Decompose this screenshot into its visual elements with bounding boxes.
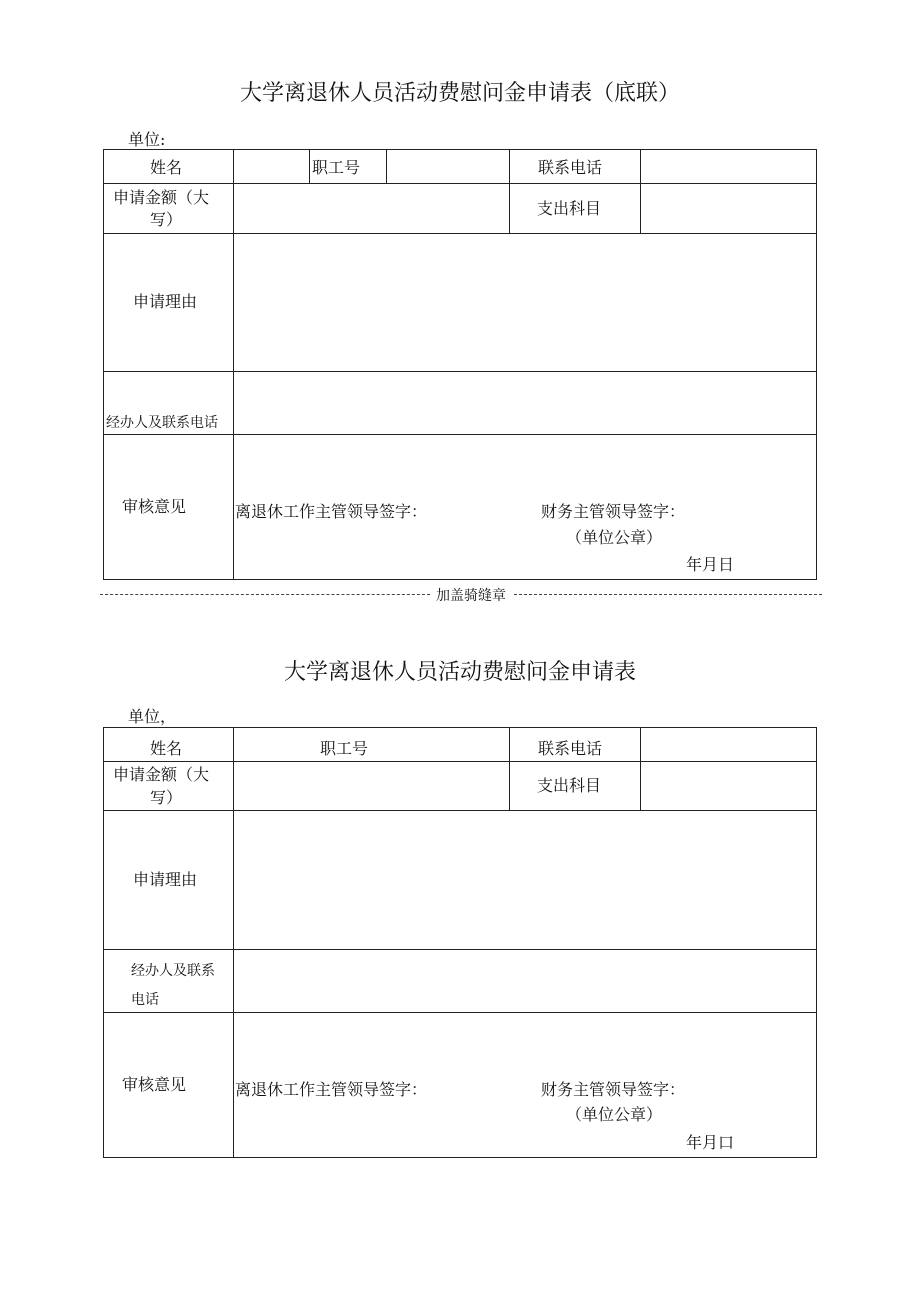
form1-reason-label: 申请理由 (133, 292, 198, 311)
form2-date-label: 年月口 (686, 1133, 735, 1152)
form2-phone-field[interactable] (641, 728, 816, 761)
form1-expense-label: 支出科目 (537, 199, 602, 218)
form2-staff-id-field[interactable] (390, 728, 509, 761)
form2-finance-sign-label: 财务主管领导签字： (541, 1080, 686, 1099)
form1-handler-label: 经办人及联系电话 (106, 415, 218, 431)
form1-phone-label: 联系电话 (538, 158, 603, 177)
form1-title: 大学离退休人员活动费慰问金申请表（底联） (239, 81, 680, 106)
form2-reason-field[interactable] (234, 811, 816, 949)
form1-name-label: 姓名 (150, 158, 183, 177)
form1-seal-label: （单位公章） (566, 528, 663, 547)
form2-name-field[interactable] (234, 728, 314, 761)
form2-amount-field[interactable] (234, 762, 509, 810)
form2-expense-field[interactable] (641, 762, 816, 810)
form1-unit-label: 单位: (128, 130, 166, 149)
form2-name-label: 姓名 (150, 739, 183, 758)
form2-handler-field[interactable] (234, 950, 816, 1012)
form2-amount-label-line1: 申请金额（大 (113, 765, 210, 784)
form2-unit-label: 单位， (128, 707, 177, 726)
form1-review-label: 审核意见 (122, 497, 187, 516)
form2-review-label: 审核意见 (122, 1075, 187, 1094)
form1-retire-sign-label: 离退休工作主管领导签字： (235, 502, 428, 521)
form2-phone-label: 联系电话 (538, 739, 603, 758)
form2-title: 大学离退休人员活动费慰问金申请表 (283, 660, 636, 685)
form2-expense-label: 支出科目 (537, 776, 602, 795)
form2-staff-id-label: 职工号 (320, 739, 369, 758)
form2-amount-label-line2: 写） (150, 788, 183, 807)
form2-handler-label-line1: 经办人及联系 (131, 963, 215, 979)
form1-finance-sign-label: 财务主管领导签字： (541, 502, 686, 521)
form2-seal-label: （单位公章） (566, 1105, 663, 1124)
form1-date-label: 年月日 (686, 555, 735, 574)
form2-reason-label: 申请理由 (133, 870, 198, 889)
form2-retire-sign-label: 离退休工作主管领导签字： (235, 1080, 428, 1099)
divider-seal-text: 加盖骑缝章 (430, 585, 512, 605)
form1-amount-label-line1: 申请金额（大 (113, 188, 210, 207)
form1-amount-label-line2: 写） (150, 210, 183, 229)
form2-handler-label-line2: 电话 (131, 992, 159, 1008)
form1-staff-id-label: 职工号 (312, 158, 361, 177)
